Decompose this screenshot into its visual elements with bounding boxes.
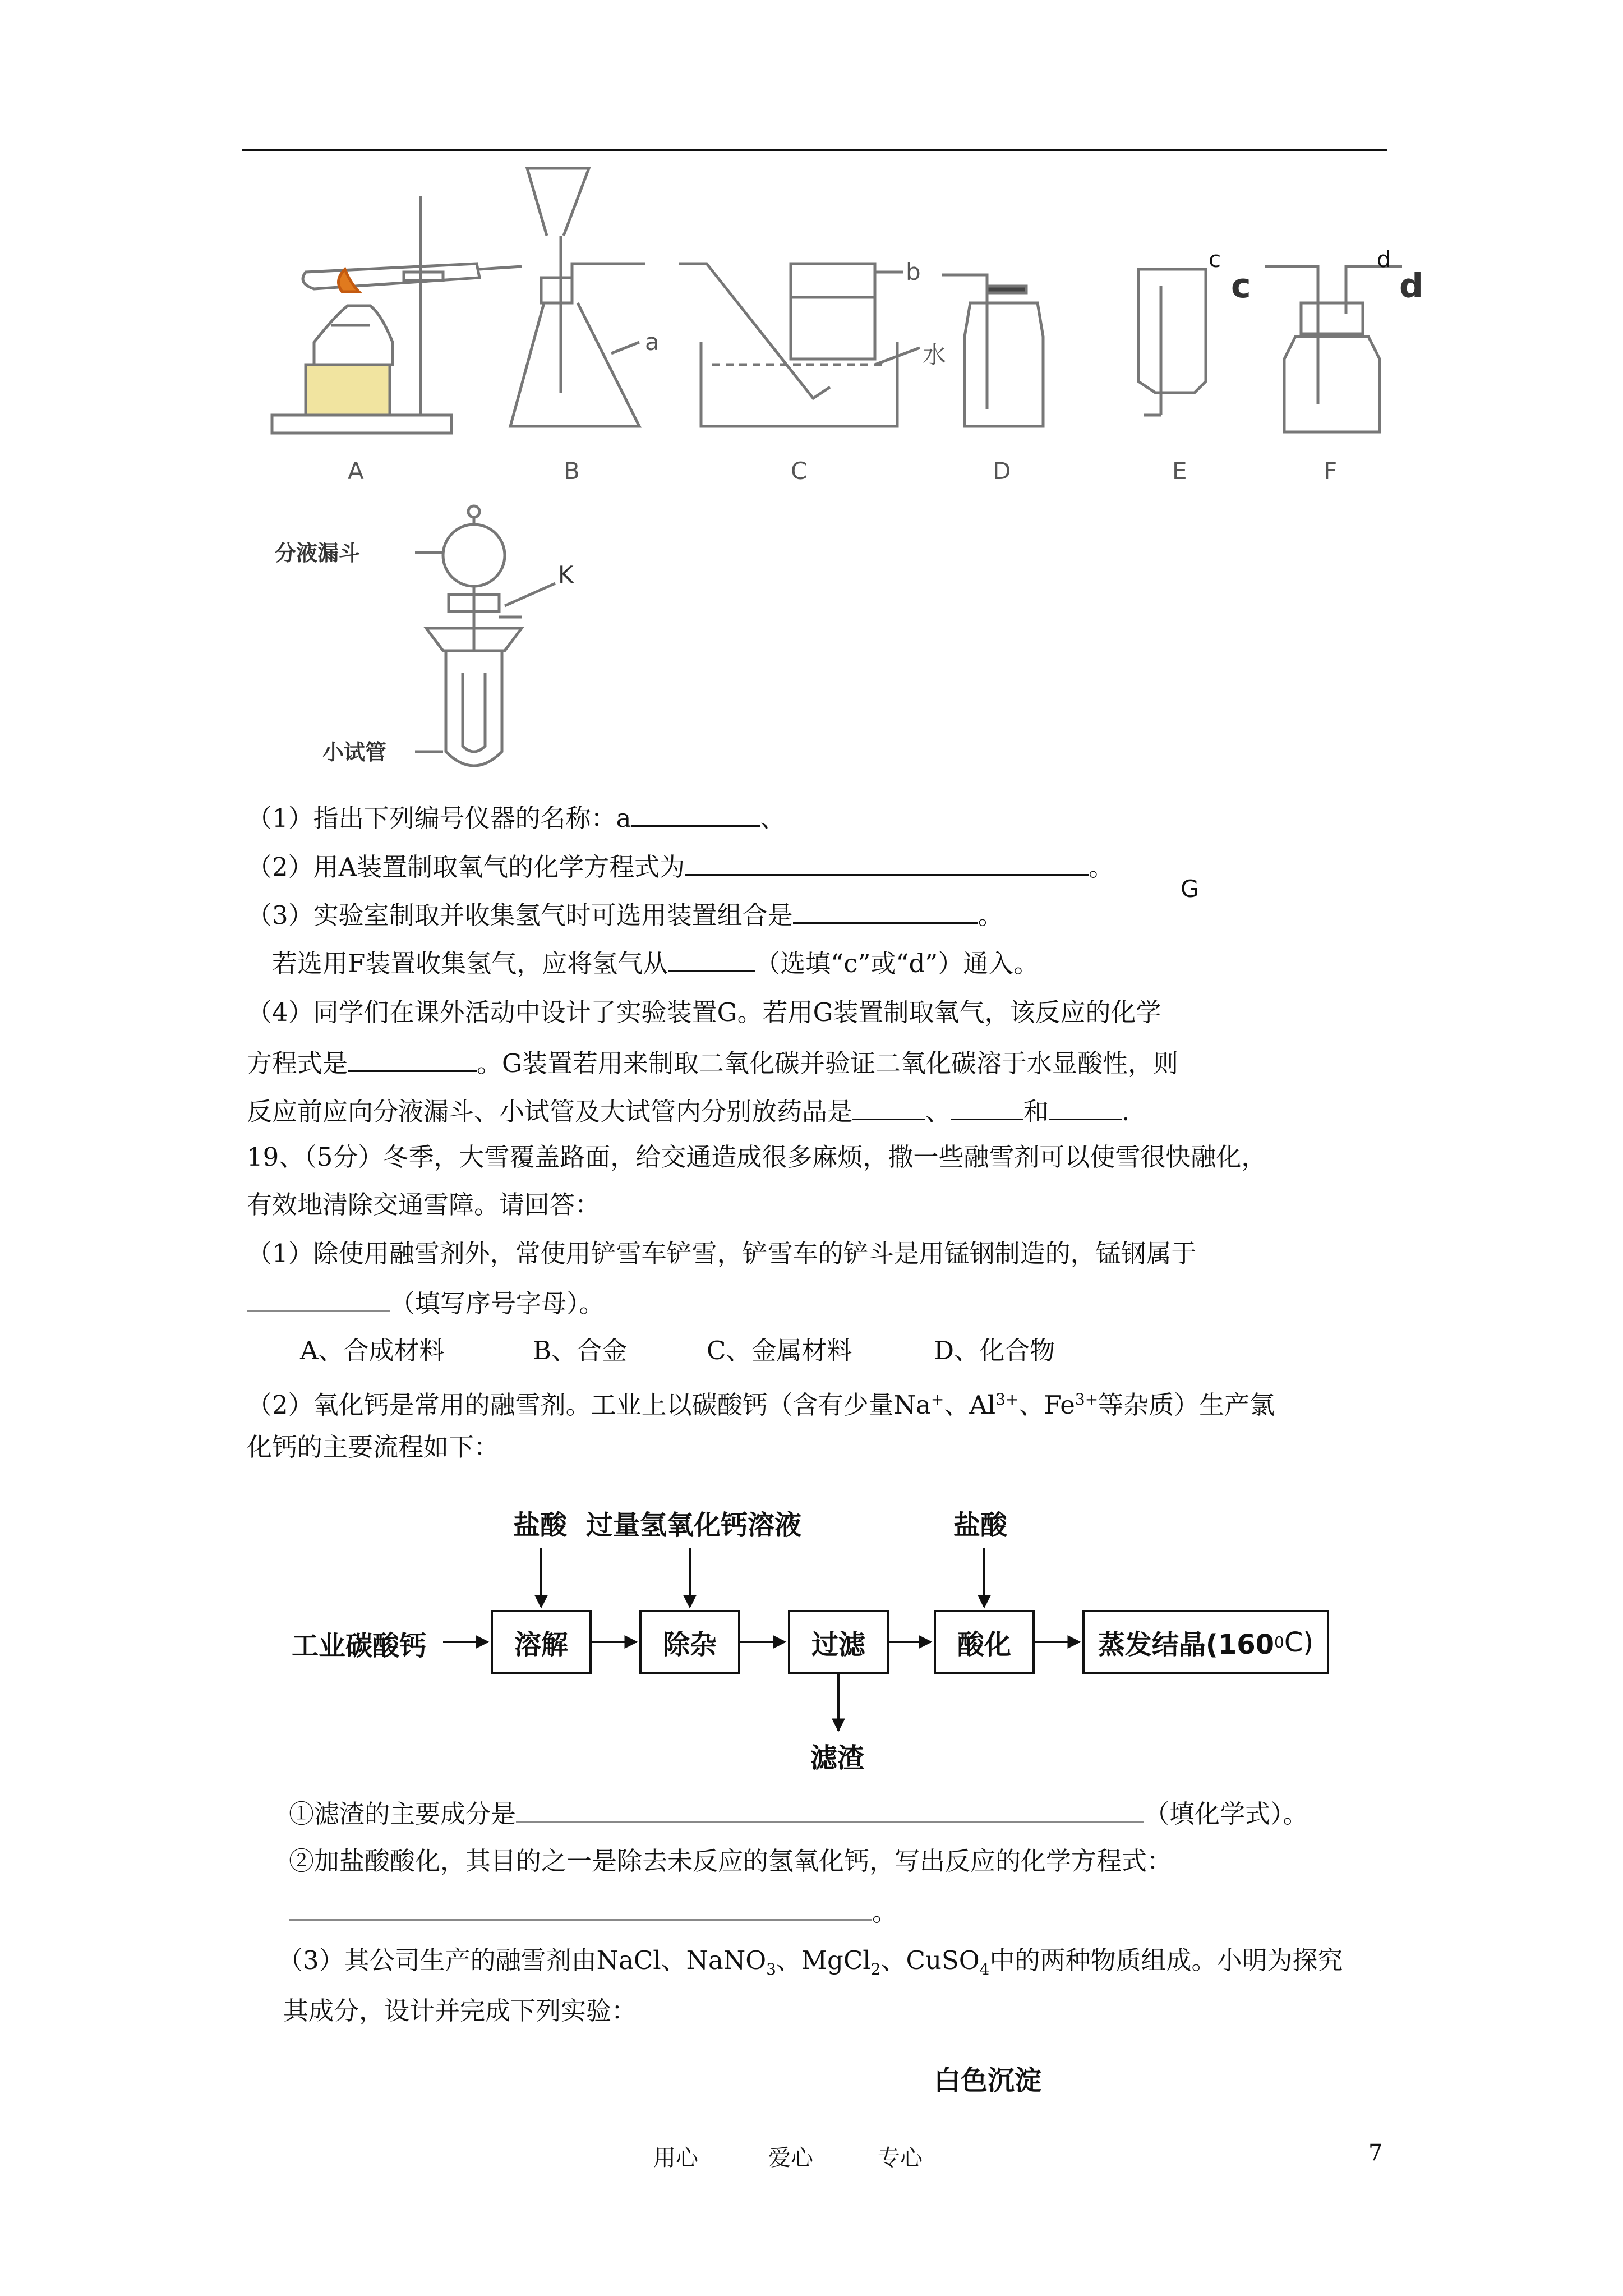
q19-p2a: （2）氧化钙是常用的融雪剂。工业上以碳酸钙（含有少量Na+、$Al^{3+}$、$Fe^{3+}$等杂质）生产氯: [247, 1390, 1275, 1420]
footer-text-2: 爱心: [768, 2145, 813, 2171]
flow-step-purify: 除杂: [639, 1610, 740, 1674]
flow-step-crystallize: 蒸发结晶(160 0 C): [1082, 1610, 1329, 1674]
flow-step-filter: 过滤: [788, 1610, 889, 1674]
q19-s2-answer: 。: [289, 1893, 897, 1929]
q18-p4b: 方程式是 。G装置若用来制取二氧化碳并验证二氧化碳溶于水显酸性，则: [247, 1045, 1178, 1080]
g-label: G: [1181, 875, 1199, 903]
port-c-small: c: [1209, 247, 1221, 273]
label-f: F: [1324, 457, 1338, 485]
q18-p3: （3）实验室制取并收集氢气时可选用装置组合是 。: [247, 896, 1003, 932]
q19-intro-1: 19、（5分）冬季，大雪覆盖路面，给交通造成很多麻烦，撒一些融雪剂可以使雪很快融化，: [247, 1142, 1267, 1172]
q19-p1: （1）除使用融雪剂外，常使用铲雪车铲雪，铲雪车的铲斗是用锰钢制造的，锰钢属于: [247, 1239, 1197, 1268]
q18-p4c: 反应前应向分液漏斗、小试管及大试管内分别放药品是 、 和 .: [247, 1093, 1129, 1129]
footer-text-3: 专心: [878, 2145, 923, 2171]
port-d-big: d: [1399, 266, 1423, 306]
q19-p2b: 化钙的主要流程如下：: [247, 1432, 500, 1462]
blank-equation-acid[interactable]: [289, 1893, 872, 1921]
label-e: E: [1172, 457, 1187, 485]
option-d: D、化合物: [934, 1336, 1055, 1365]
q18-p4: （4）同学们在课外活动中设计了实验装置G。若用G装置制取氧气，该反应的化学: [247, 997, 1161, 1027]
flow-step-dissolve: 溶解: [491, 1610, 592, 1674]
blank-residue[interactable]: [516, 1795, 1144, 1823]
option-b: B、合金: [533, 1336, 628, 1365]
flow-reagent-2: 过量氢氧化钙溶液: [586, 1510, 802, 1541]
label-b: B: [564, 457, 580, 485]
q19-intro-2: 有效地清除交通雪障。请回答：: [247, 1190, 601, 1220]
callout-a: a: [645, 328, 660, 356]
g-k-label: K: [558, 561, 574, 588]
g-funnel-label: 分液漏斗: [275, 541, 361, 565]
q19-p3a: （3）其公司生产的融雪剂由NaCl、NaNO$_3$、MgCl$_2$、CuSO$_4$中的两种物质组成。小明为探究: [278, 1945, 1343, 1978]
q19-s1: ①滤渣的主要成分是 （填化学式）。: [289, 1795, 1308, 1831]
flow-step-acidify: 酸化: [934, 1610, 1035, 1674]
q18-p1: （1）指出下列编号仪器的名称：a 、: [247, 799, 785, 835]
option-c: C、金属材料: [707, 1336, 852, 1365]
flow-residue: 滤渣: [810, 1742, 865, 1774]
page-number: 7: [1368, 2140, 1383, 2166]
q18-p2: （2）用A装置制取氧气的化学方程式为 。: [247, 848, 1114, 884]
port-c-big: c: [1231, 266, 1251, 306]
footer-text-1: 用心: [653, 2145, 698, 2171]
flow-reagent-3: 盐酸: [953, 1510, 1008, 1541]
callout-water: 水: [923, 341, 947, 369]
label-d: D: [993, 457, 1011, 485]
label-c: C: [791, 457, 808, 485]
q19-s2: ②加盐酸酸化，其目的之一是除去未反应的氢氧化钙，写出反应的化学方程式：: [289, 1846, 1173, 1876]
flow-start: 工业碳酸钙: [292, 1630, 427, 1662]
q19-p1b: （填写序号字母）。: [247, 1285, 605, 1320]
white-precipitate: 白色沉淀: [934, 2065, 1042, 2096]
option-a: A、合成材料: [300, 1336, 445, 1365]
port-d-small: d: [1377, 247, 1391, 273]
q18-p3b: 若选用F装置收集氢气，应将氢气从 （选填“c”或“d”）通入。: [272, 945, 1039, 981]
callout-b: b: [906, 258, 921, 286]
g-tube-label: 小试管: [322, 740, 387, 765]
flow-reagent-1: 盐酸: [513, 1510, 568, 1541]
q19-p3b: 其成分，设计并完成下列实验：: [283, 1996, 637, 2026]
label-a: A: [348, 457, 364, 485]
